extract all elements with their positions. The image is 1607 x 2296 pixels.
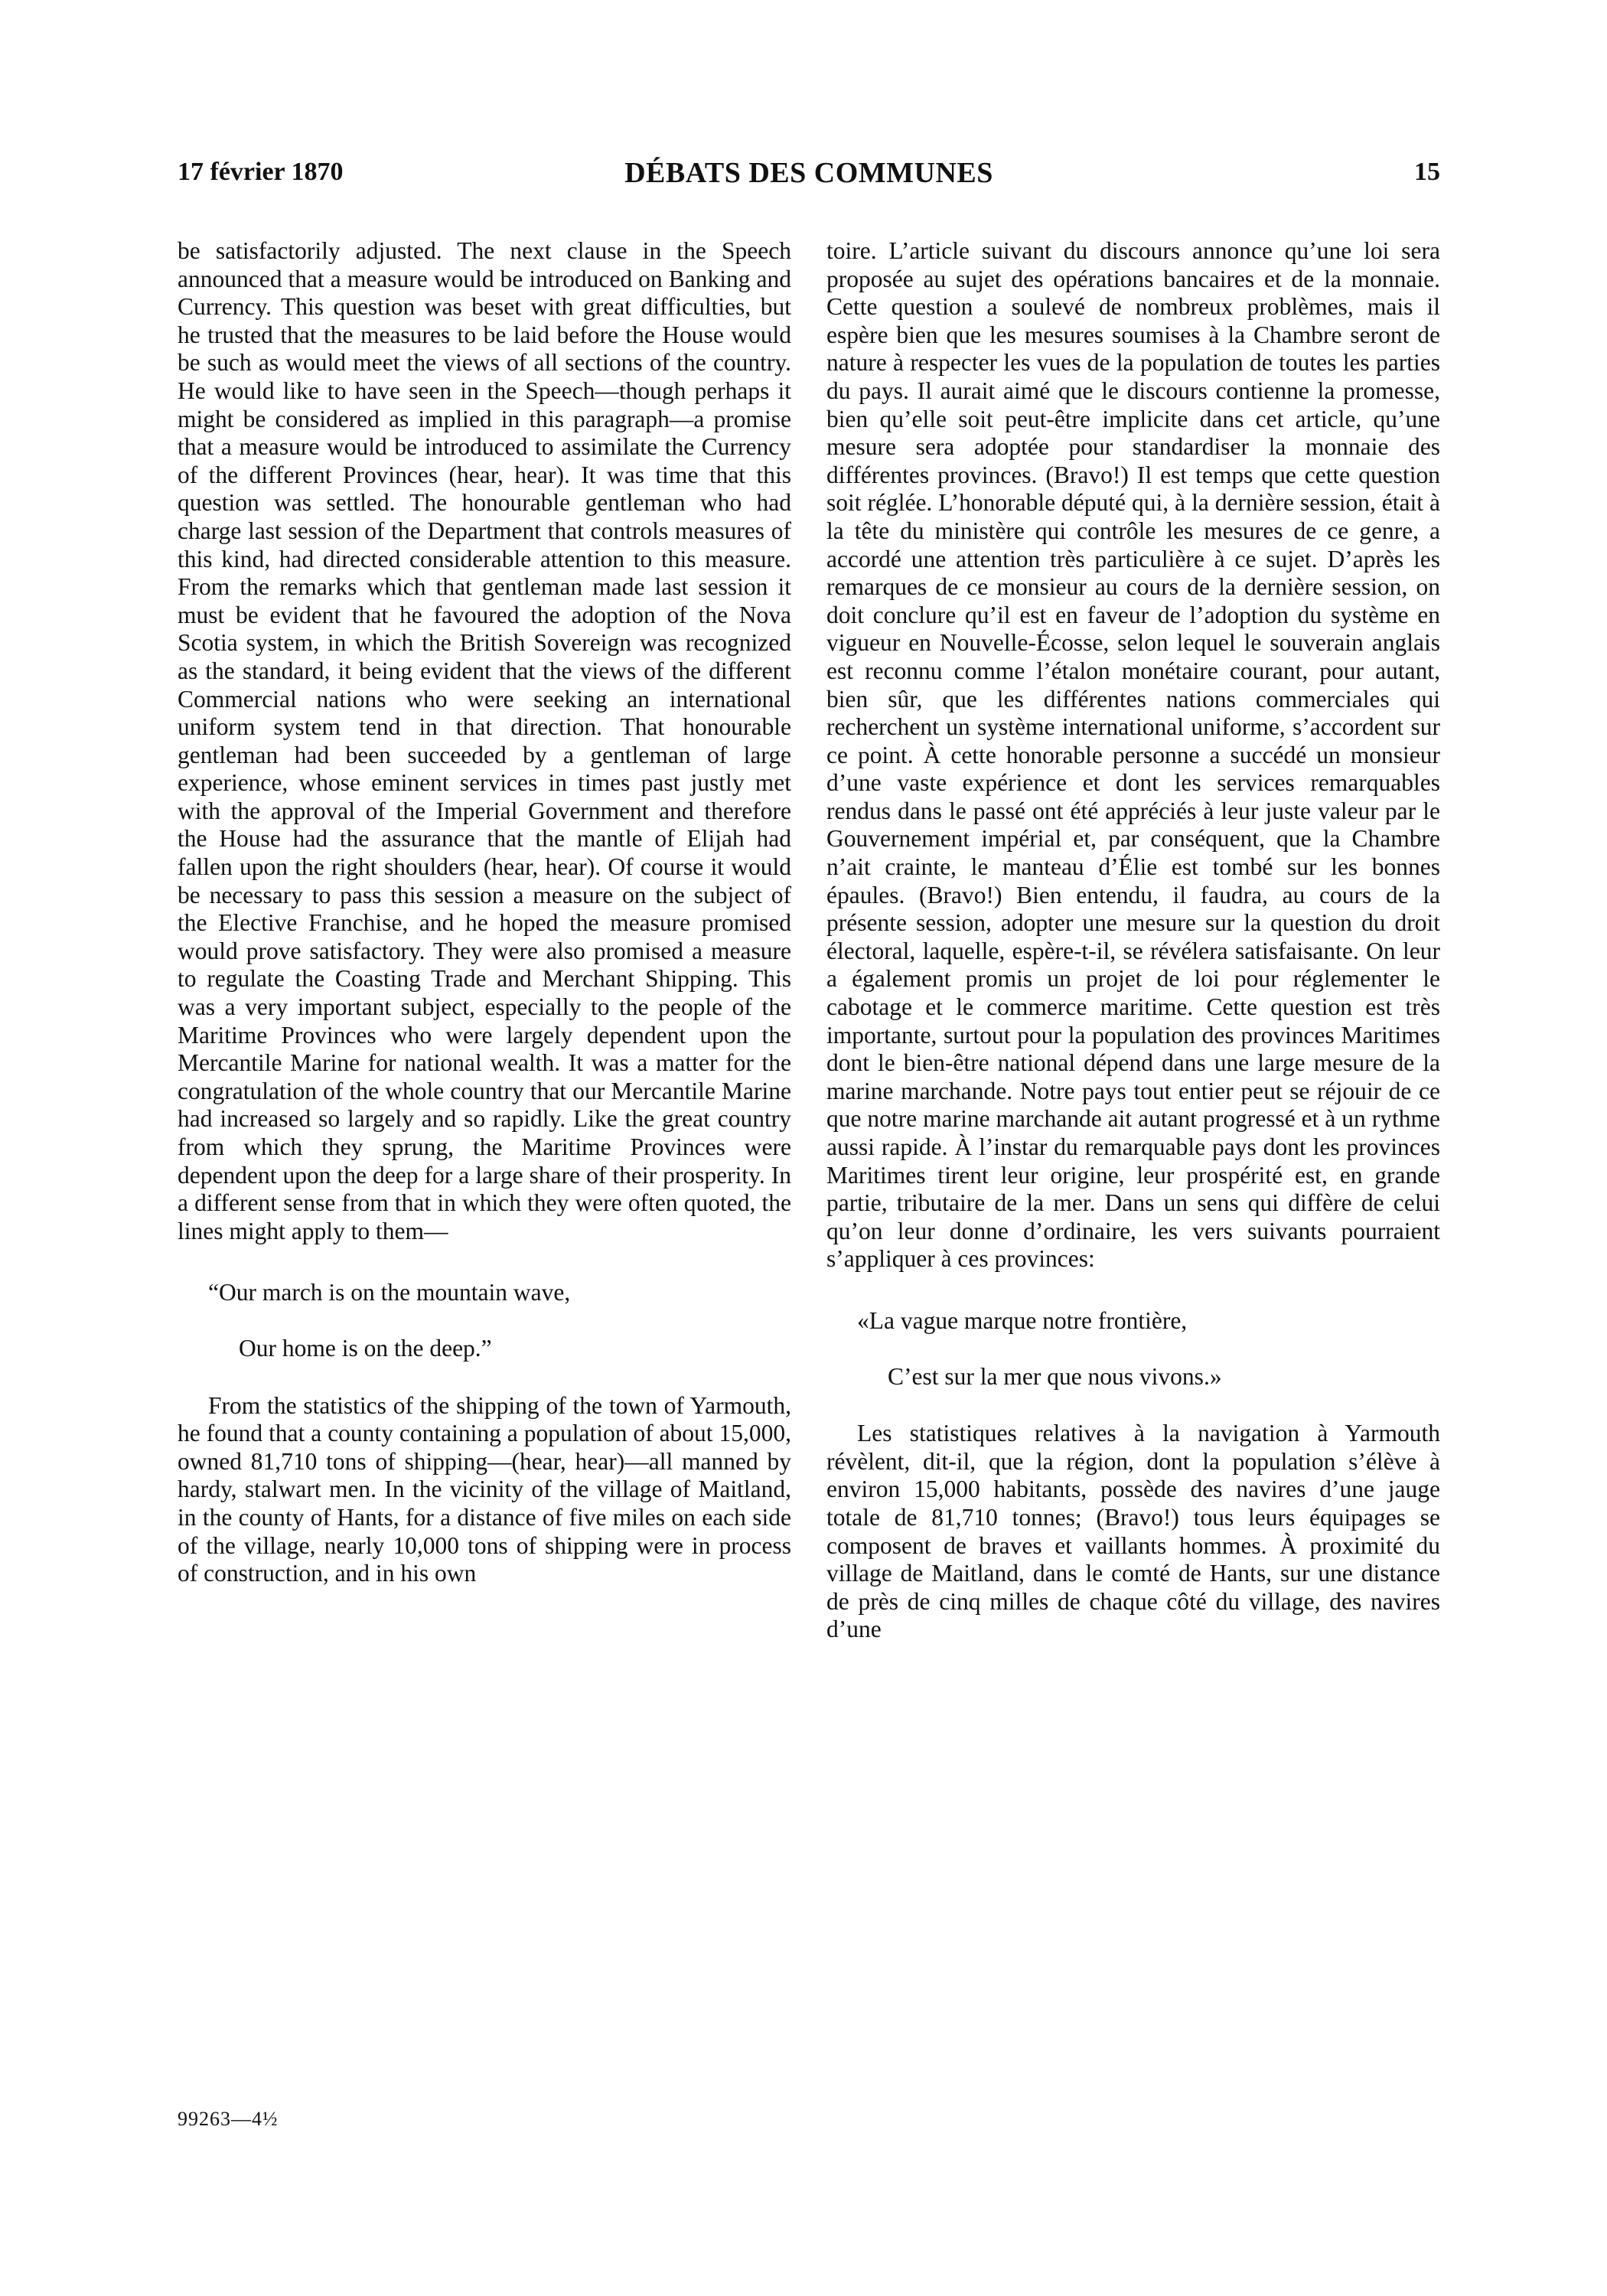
english-paragraph-1: be satisfactorily adjusted. The next clause in the Speech announced that a measure would be introduced on Banking and Currency. This question was beset with great difficulties, but he trusted that the measures to be laid before the House would be such as would meet the views of all sections of the country. He would like to have seen in the Speech—though perhaps it might be considered as implied in this paragraph—a promise that a measure would be introduced to assimilate the Currency of the different Provinces (hear, hear). It was time that this question was settled. The honourable gentleman who had charge last session of the Department that controls measures of this kind, had directed considerable attention to this measure. From the remarks which that gentleman made last session it must be evident that he favoured the adoption of the Nova Scotia system, in which the British Sovereign was recognized as the standard, it being evident that the views of the different Commercial nations who were seeking an international uniform system tend in that direction. That honourable gentleman had been succeeded by a gentleman of large experience, whose eminent services in times past justly met with the approval of the Imperial Government and therefore the House had the assurance that the mantle of Elijah had fallen upon the right shoulders (hear, hear). Of course it would be necessary to pass this session a measure on the subject of the Elective Franchise, and he hoped the measure promised would prove satisfactory. They were also promised a measure to regulate the Coasting Trade and Merchant Shipping. This was a very important subject, especially to the people of the Maritime Provinces who were largely dependent upon the Mercantile Marine for national wealth. It was a matter for the congratulation of the whole country that our Mercantile Marine had increased so largely and so rapidly. Like the great country from which they sprung, the Maritime Provinces were dependent upon the deep for a large share of their prosperity. In a different sense from that in which they were often quoted, the lines might apply to them—: [178, 237, 791, 1244]
english-quote-line-1: “Our march is on the mountain wave,: [208, 1279, 571, 1306]
english-quote-line-2: Our home is on the deep.”: [239, 1334, 492, 1362]
header-date: 17 février 1870: [178, 158, 344, 186]
french-quote-line-1: «La vague marque notre frontière,: [857, 1306, 1188, 1334]
french-quote-line-2: C’est sur la mer que nous vivons.»: [888, 1362, 1222, 1390]
page-number: 15: [1414, 158, 1440, 186]
french-paragraph-1: toire. L’article suivant du discours annonce qu’une loi sera proposée au sujet des opérations bancaires et de la monnaie. Cette question a soulevé de nombreux problèmes, mais il espère bien que les mesures soumises à la Chambre seront de nature à respecter les vues de la population de toutes les parties du pays. Il aurait aimé que le discours contienne la promesse, bien qu’elle soit peut-être implicite dans cet article, qu’une mesure sera adoptée pour standardiser la monnaie des différentes provinces. (Bravo!) Il est temps que cette question soit réglée. L’honorable député qui, à la dernière session, était à la tête du ministère qui contrôle les mesures de ce genre, a accordé une attention très particulière à ce sujet. D’après les remarques de ce monsieur au cours de la dernière session, on doit conclure qu’il est en faveur de l’adoption du système en vigueur en Nouvelle-Écosse, selon lequel le souverain anglais est reconnu comme l’étalon monétaire courant, pour autant, bien sûr, que les différentes nations commerciales qui recherchent un système international uniforme, s’accordent sur ce point. À cette honorable personne a succédé un monsieur d’une vaste expérience et dont les services remarquables rendus dans le passé ont été appréciés à leur juste valeur par le Gouvernement impérial et, par conséquent, que la Chambre n’ait crainte, le manteau d’Élie est tombé sur les bonnes épaules. (Bravo!) Bien entendu, il faudra, au cours de la présente session, adopter une mesure sur la question du droit électoral, laquelle, espère-t-il, se révélera satisfaisante. On leur a également promis un projet de loi pour réglementer le cabotage et le commerce maritime. Cette question est très importante, surtout pour la population des provinces Maritimes dont le bien-être national dépend dans une large mesure de la marine marchande. Notre pays tout entier peut se réjouir de ce que notre marine marchande ait autant progressé et à un rythme aussi rapide. À l’instar du remarquable pays dont les provinces Maritimes tirent leur origine, leur prospérité est, en grande partie, tributaire de la mer. Dans un sens qui diffère de celui qu’on leur donne d’ordinaire, les vers suivants pourraient s’appliquer à ces provinces:: [826, 237, 1440, 1273]
print-code: 99263—4½: [178, 2108, 279, 2130]
french-column: [826, 237, 1440, 1644]
page-header: [178, 158, 1440, 196]
english-column: [178, 237, 791, 1588]
english-paragraph-2: From the statistics of the shipping of the town of Yarmouth, he found that a county containing a population of about 15,000, owned 81,710 tons of shipping—(hear, hear)—all manned by hardy, stalwart men. In the vicinity of the village of Maitland, in the county of Hants, for a distance of five miles on each side of the village, nearly 10,000 tons of shipping were in process of construction, and in his own: [178, 1391, 791, 1587]
header-title: DÉBATS DES COMMUNES: [624, 157, 993, 189]
french-paragraph-2: Les statistiques relatives à la navigation à Yarmouth révèlent, dit-il, que la région, dont la population s’élève à environ 15,000 habitants, possède des navires d’une jauge totale de 81,710 tonnes; (Bravo!) tous leurs équipages se composent de braves et vaillants hommes. À proximité du village de Maitland, dans le comté de Hants, sur une distance de près de cinq milles de chaque côté du village, des navires d’une: [826, 1420, 1440, 1643]
